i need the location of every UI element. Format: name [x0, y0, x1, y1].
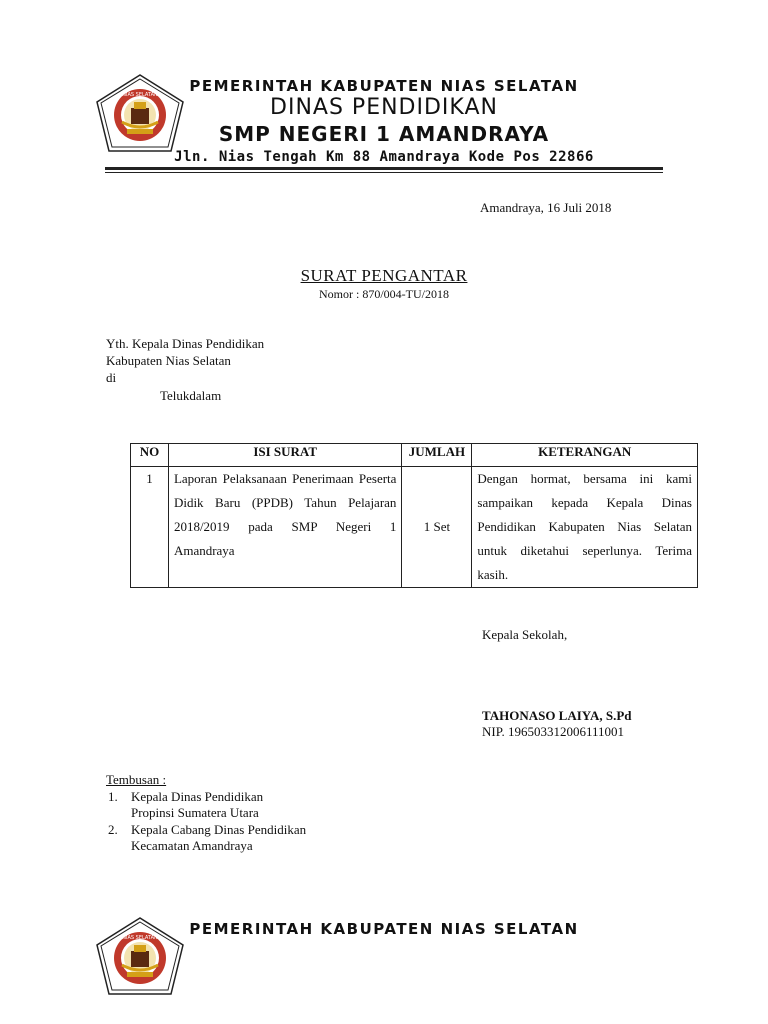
svg-text:NIAS SELATAN: NIAS SELATAN: [122, 92, 158, 98]
col-header-no: NO: [131, 444, 169, 467]
letter-title: SURAT PENGANTAR: [300, 266, 468, 285]
col-header-jumlah: JUMLAH: [402, 444, 472, 467]
tembusan-item-1-sub: Propinsi Sumatera Utara: [131, 805, 259, 820]
signature-nip: NIP. 196503312006111001: [482, 724, 625, 739]
cell-no: 1: [131, 467, 169, 588]
tembusan-item-1: Kepala Dinas Pendidikan: [131, 789, 264, 804]
cell-isi: Laporan Pelaksanaan Penerimaan Peserta Didik Baru (PPDB) Tahun Pelajaran 2018/2019 pada SMP Negeri 1 Amandraya: [168, 467, 402, 588]
letter-contents-table: [130, 443, 698, 588]
recipient-city: Telukdalam: [160, 388, 222, 403]
header-government: PEMERINTAH KABUPATEN NIAS SELATAN: [189, 77, 579, 95]
tembusan-num-1: 1.: [108, 789, 118, 804]
svg-text:NIAS SELATAN: NIAS SELATAN: [122, 935, 158, 941]
tembusan-title: Tembusan :: [106, 772, 167, 787]
signature-role: Kepala Sekolah,: [482, 627, 568, 642]
tembusan-num-2: 2.: [108, 822, 118, 837]
recipient-line2: Kabupaten Nias Selatan: [106, 353, 231, 368]
recipient-line3: di: [106, 370, 117, 385]
tembusan-item-2: Kepala Cabang Dinas Pendidikan: [131, 822, 307, 837]
header-department: DINAS PENDIDIKAN: [270, 95, 498, 120]
table-row: [131, 467, 698, 588]
cell-keterangan: Dengan hormat, bersama ini kami sampaikan kepada Kepala Dinas Pendidikan Kabupaten Nias Selatan untuk diketahui seperlunya. Terima kasih.: [472, 467, 698, 588]
header-divider: [105, 167, 663, 170]
letter-number: Nomor : 870/004-TU/2018: [319, 287, 449, 301]
signature-name: TAHONASO LAIYA, S.Pd: [482, 708, 632, 723]
cell-jumlah: 1 Set: [402, 467, 472, 588]
col-header-isi: ISI SURAT: [168, 444, 402, 467]
header-divider-thin: [105, 172, 663, 173]
tembusan-item-2-sub: Kecamatan Amandraya: [131, 838, 253, 853]
table-header-row: [131, 444, 698, 467]
letter-date: Amandraya, 16 Juli 2018: [480, 200, 612, 215]
header-school: SMP NEGERI 1 AMANDRAYA: [218, 122, 550, 146]
header-address: Jln. Nias Tengah Km 88 Amandraya Kode Pos 22866: [174, 149, 594, 165]
page2-header-government: PEMERINTAH KABUPATEN NIAS SELATAN: [189, 920, 579, 938]
col-header-keterangan: KETERANGAN: [472, 444, 698, 467]
recipient-line1: Yth. Kepala Dinas Pendidikan: [106, 336, 265, 351]
